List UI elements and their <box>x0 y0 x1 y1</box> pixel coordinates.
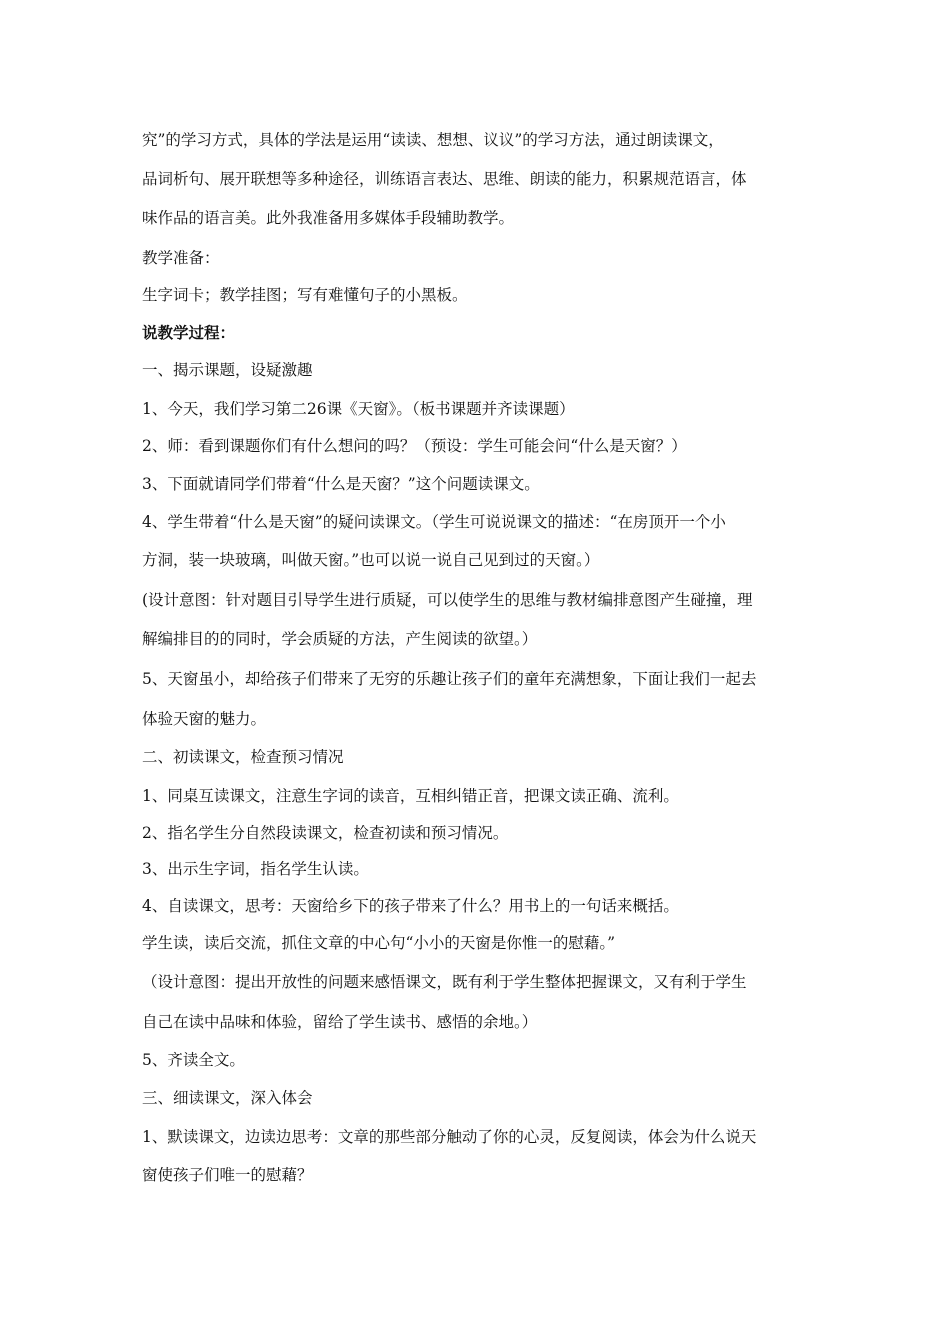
list-item: 1、今天，我们学习第二26课《天窗》。（板书课题并齐读课题） <box>142 400 575 418</box>
paragraph-line: 方洞，装一块玻璃，叫做天窗。”也可以说一说自己见到过的天窗。） <box>142 551 600 569</box>
paragraph-line: 窗使孩子们唯一的慰藉？ <box>142 1166 313 1184</box>
design-note: 自己在读中品味和体验，留给了学生读书、感悟的余地。） <box>142 1013 538 1031</box>
list-item: 1、同桌互读课文，注意生字词的读音，互相纠错正音，把课文读正确、流利。 <box>142 787 679 805</box>
section-label: 教学准备： <box>142 249 220 267</box>
list-item: 5、天窗虽小，却给孩子们带来了无穷的乐趣让孩子们的童年充满想象，下面让我们一起去 <box>142 670 757 688</box>
design-note: （设计意图：提出开放性的问题来感悟课文，既有利于学生整体把握课文，又有利于学生 <box>142 973 747 991</box>
paragraph-line: 生字词卡；教学挂图；写有难懂句子的小黑板。 <box>142 286 468 304</box>
design-note: 解编排目的的同时，学会质疑的方法，产生阅读的欲望。） <box>142 630 538 648</box>
list-item: 3、出示生字词，指名学生认读。 <box>142 860 369 878</box>
paragraph-line: 品词析句、展开联想等多种途径，训练语言表达、思维、朗读的能力，积累规范语言，体 <box>142 170 747 188</box>
list-item: 4、学生带着“什么是天窗”的疑问读课文。（学生可说说课文的描述：“在房顶开一个小 <box>142 513 726 531</box>
paragraph-line: 学生读，读后交流，抓住文章的中心句“小小的天窗是你惟一的慰藉。” <box>142 934 616 952</box>
design-note: (设计意图：针对题目引导学生进行质疑，可以使学生的思维与教材编排意图产生碰撞，理 <box>142 591 753 609</box>
subsection-heading: 一、揭示课题，设疑激趣 <box>142 361 313 379</box>
subsection-heading: 三、细读课文，深入体会 <box>142 1089 313 1107</box>
list-item: 4、自读课文，思考：天窗给乡下的孩子带来了什么？用书上的一句话来概括。 <box>142 897 679 915</box>
paragraph-line: 究”的学习方式，具体的学法是运用“读读、想想、议议”的学习方法，通过朗读课文， <box>142 131 724 149</box>
list-item: 2、师：看到课题你们有什么想问的吗？（预设：学生可能会问“什么是天窗？） <box>142 437 687 455</box>
section-heading: 说教学过程： <box>142 323 236 342</box>
subsection-heading: 二、初读课文，检查预习情况 <box>142 748 344 766</box>
paragraph-line: 体验天窗的魅力。 <box>142 710 267 728</box>
paragraph-line: 味作品的语言美。此外我准备用多媒体手段辅助教学。 <box>142 209 515 227</box>
list-item: 5、齐读全文。 <box>142 1051 245 1069</box>
list-item: 2、指名学生分自然段读课文，检查初读和预习情况。 <box>142 824 509 842</box>
list-item: 1、默读课文，边读边思考：文章的那些部分触动了你的心灵，反复阅读，体会为什么说天 <box>142 1128 757 1146</box>
list-item: 3、下面就请同学们带着“什么是天窗？”这个问题读课文。 <box>142 475 540 493</box>
